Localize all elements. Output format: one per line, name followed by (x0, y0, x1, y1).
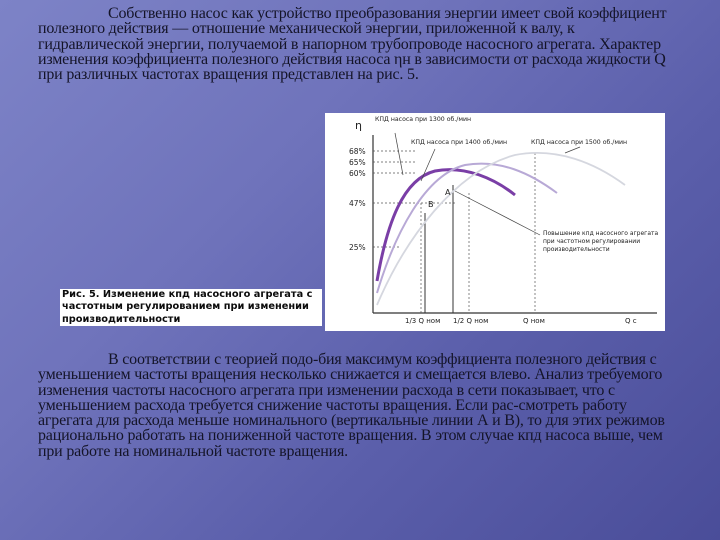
label-1500rpm: КПД насоса при 1500 об./мин (531, 139, 628, 146)
y-tick-47: 47% (349, 199, 366, 208)
label-b: B (428, 200, 434, 209)
curve-1400rpm (377, 164, 557, 293)
arrow-1300 (395, 133, 403, 175)
y-tick-65: 65% (349, 158, 366, 167)
y-axis-label: η (355, 119, 362, 132)
curve-1500rpm (377, 153, 625, 305)
efficiency-chart (325, 113, 665, 331)
y-tick-68: 68% (349, 147, 366, 156)
paragraph-analysis: В соответствии с теорией подо-бия максимум коэффициента полезного действия с уменьшением частоты вращения несколько снижается и смещается влево. Анализ требуемого изменения частоты насосного агрегата при изменении расхода в сети показывает, что с уменьшением расхода требуется снижение частоты вращения. Если рас-смотреть работу агрегата для расхода меньше номинального (вертикальные линии А и В), то для этих режимов рационально работать на пониженной частоте вращения. В этом случае кпд насоса выше, чем при работе на номинальной частоте вращения. (38, 351, 665, 460)
label-a: A (445, 188, 451, 197)
x-tick-half: 1/2 Q ном (453, 317, 489, 325)
arrow-1500 (565, 147, 580, 153)
arrow-1400 (421, 149, 435, 181)
paragraph-intro: Собственно насос как устройство преобразования энергии имеет свой коэффициент полезного действия — отношение механической энергии, приложенной к валу, к гидравлической энергии, получаемой в напорном трубопроводе насосного агрегата. Характер изменения коэффициента полезного действия насоса ηн в зависимости от расхода жидкости Q при различных частотах вращения представлен на рис. 5. (38, 5, 667, 84)
y-tick-60: 60% (349, 169, 366, 178)
efficiency-chart-svg (325, 113, 665, 331)
figure-caption: Рис. 5. Изменение кпд насосного агрегата с частотным регулированием при изменении производительности (60, 289, 322, 326)
y-tick-25: 25% (349, 243, 366, 252)
annotation-improvement: Повышение кпд насосного агрегата при частотном регулировании производительности (543, 230, 659, 253)
arrow-improvement (455, 191, 540, 235)
x-tick-nominal: Q ном (523, 317, 545, 325)
label-1400rpm: КПД насоса при 1400 об./мин (411, 139, 508, 146)
label-1300rpm: КПД насоса при 1300 об./мин (375, 116, 472, 123)
x-tick-qc: Q c (625, 317, 637, 325)
x-tick-third: 1/3 Q ном (405, 317, 441, 325)
